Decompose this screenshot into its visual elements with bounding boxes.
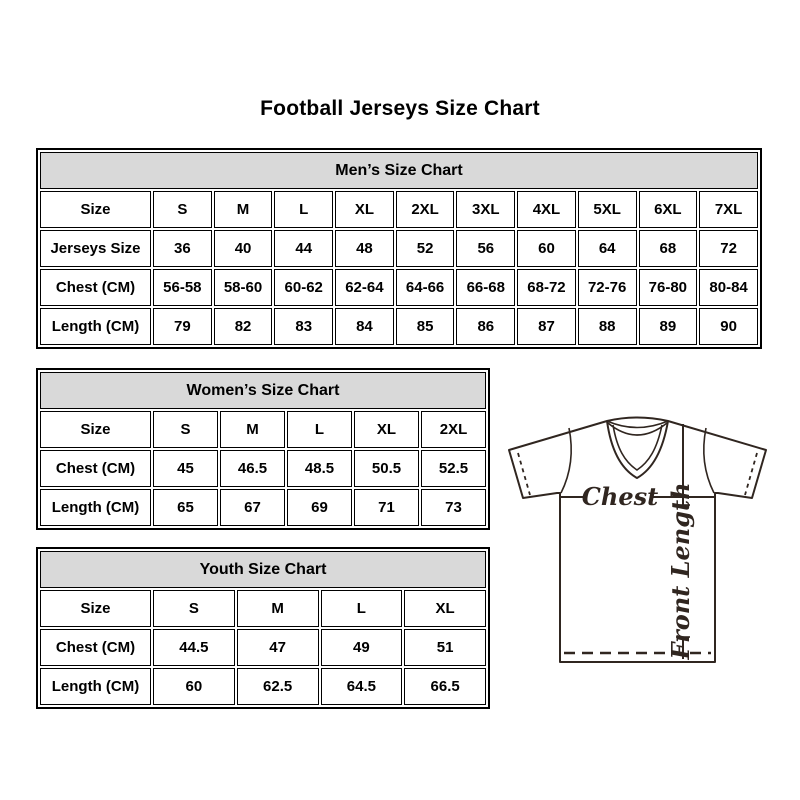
size-value-cell: 44.5 — [153, 629, 235, 666]
size-value-cell: 7XL — [699, 191, 758, 228]
size-value-cell: 48 — [335, 230, 394, 267]
size-value-cell: 89 — [639, 308, 698, 345]
size-value-cell: 47 — [237, 629, 319, 666]
size-value-cell: 82 — [214, 308, 273, 345]
size-value-cell: 56 — [456, 230, 515, 267]
size-value-cell: M — [220, 411, 285, 448]
size-value-cell: S — [153, 191, 212, 228]
size-value-cell: 48.5 — [287, 450, 352, 487]
size-value-cell: S — [153, 411, 218, 448]
size-value-cell: 68-72 — [517, 269, 576, 306]
size-value-cell: 71 — [354, 489, 419, 526]
size-value-cell: 46.5 — [220, 450, 285, 487]
size-value-cell: 44 — [274, 230, 333, 267]
womens-size-table — [36, 368, 490, 530]
front-length-label: Front Length — [666, 482, 695, 660]
size-value-cell: L — [274, 191, 333, 228]
size-value-cell: 50.5 — [354, 450, 419, 487]
row-label: Chest (CM) — [40, 450, 151, 487]
row-label: Length (CM) — [40, 668, 151, 705]
size-value-cell: 90 — [699, 308, 758, 345]
size-value-cell: 3XL — [456, 191, 515, 228]
size-value-cell: 2XL — [396, 191, 455, 228]
men-table-title: Men’s Size Chart — [40, 152, 758, 189]
size-value-cell: 4XL — [517, 191, 576, 228]
size-value-cell: 88 — [578, 308, 637, 345]
youth-table-row — [40, 590, 486, 627]
men-table-row — [40, 269, 758, 306]
size-value-cell: 86 — [456, 308, 515, 345]
size-value-cell: XL — [354, 411, 419, 448]
size-value-cell: 64 — [578, 230, 637, 267]
jersey-measurement-diagram — [493, 400, 800, 672]
size-value-cell: 49 — [321, 629, 403, 666]
women-table-title: Women’s Size Chart — [40, 372, 486, 409]
size-value-cell: L — [321, 590, 403, 627]
women-table-row — [40, 411, 486, 448]
size-value-cell: 72-76 — [578, 269, 637, 306]
size-value-cell: L — [287, 411, 352, 448]
row-label: Chest (CM) — [40, 269, 151, 306]
size-value-cell: 56-58 — [153, 269, 212, 306]
row-label: Size — [40, 590, 151, 627]
men-table-row — [40, 308, 758, 345]
size-value-cell: 76-80 — [639, 269, 698, 306]
size-value-cell: XL — [335, 191, 394, 228]
size-value-cell: 40 — [214, 230, 273, 267]
youth-size-table — [36, 547, 490, 709]
men-table-row — [40, 191, 758, 228]
size-value-cell: 60-62 — [274, 269, 333, 306]
size-value-cell: M — [214, 191, 273, 228]
size-value-cell: 52 — [396, 230, 455, 267]
men-table-row — [40, 230, 758, 267]
women-table-row — [40, 489, 486, 526]
mens-size-table — [36, 148, 762, 349]
size-value-cell: 2XL — [421, 411, 486, 448]
size-value-cell: 60 — [153, 668, 235, 705]
youth-table-row — [40, 668, 486, 705]
size-value-cell: 83 — [274, 308, 333, 345]
size-value-cell: 79 — [153, 308, 212, 345]
row-label: Chest (CM) — [40, 629, 151, 666]
size-value-cell: 6XL — [639, 191, 698, 228]
size-value-cell: 62-64 — [335, 269, 394, 306]
size-value-cell: 66.5 — [404, 668, 486, 705]
size-value-cell: 85 — [396, 308, 455, 345]
size-value-cell: S — [153, 590, 235, 627]
youth-table-title: Youth Size Chart — [40, 551, 486, 588]
collar-arc-1 — [607, 421, 668, 428]
size-value-cell: 84 — [335, 308, 394, 345]
row-label: Size — [40, 191, 151, 228]
size-value-cell: 58-60 — [214, 269, 273, 306]
left-armhole-seam — [561, 428, 571, 493]
size-value-cell: 51 — [404, 629, 486, 666]
size-value-cell: 62.5 — [237, 668, 319, 705]
size-value-cell: 64.5 — [321, 668, 403, 705]
size-value-cell: 66-68 — [456, 269, 515, 306]
size-value-cell: 69 — [287, 489, 352, 526]
row-label: Size — [40, 411, 151, 448]
size-value-cell: 5XL — [578, 191, 637, 228]
row-label: Jerseys Size — [40, 230, 151, 267]
right-armhole-seam — [704, 428, 714, 493]
size-value-cell: 65 — [153, 489, 218, 526]
women-table-row — [40, 450, 486, 487]
size-value-cell: 68 — [639, 230, 698, 267]
row-label: Length (CM) — [40, 489, 151, 526]
size-value-cell: 64-66 — [396, 269, 455, 306]
size-value-cell: 80-84 — [699, 269, 758, 306]
size-value-cell: 87 — [517, 308, 576, 345]
chest-label: Chest — [581, 482, 659, 511]
youth-table-row — [40, 629, 486, 666]
size-value-cell: 60 — [517, 230, 576, 267]
size-value-cell: 52.5 — [421, 450, 486, 487]
page-title: Football Jerseys Size Chart — [260, 97, 540, 120]
size-value-cell: M — [237, 590, 319, 627]
size-value-cell: 73 — [421, 489, 486, 526]
jersey-outline — [509, 418, 766, 663]
size-value-cell: 45 — [153, 450, 218, 487]
size-value-cell: XL — [404, 590, 486, 627]
size-value-cell: 67 — [220, 489, 285, 526]
size-value-cell: 36 — [153, 230, 212, 267]
row-label: Length (CM) — [40, 308, 151, 345]
size-value-cell: 72 — [699, 230, 758, 267]
